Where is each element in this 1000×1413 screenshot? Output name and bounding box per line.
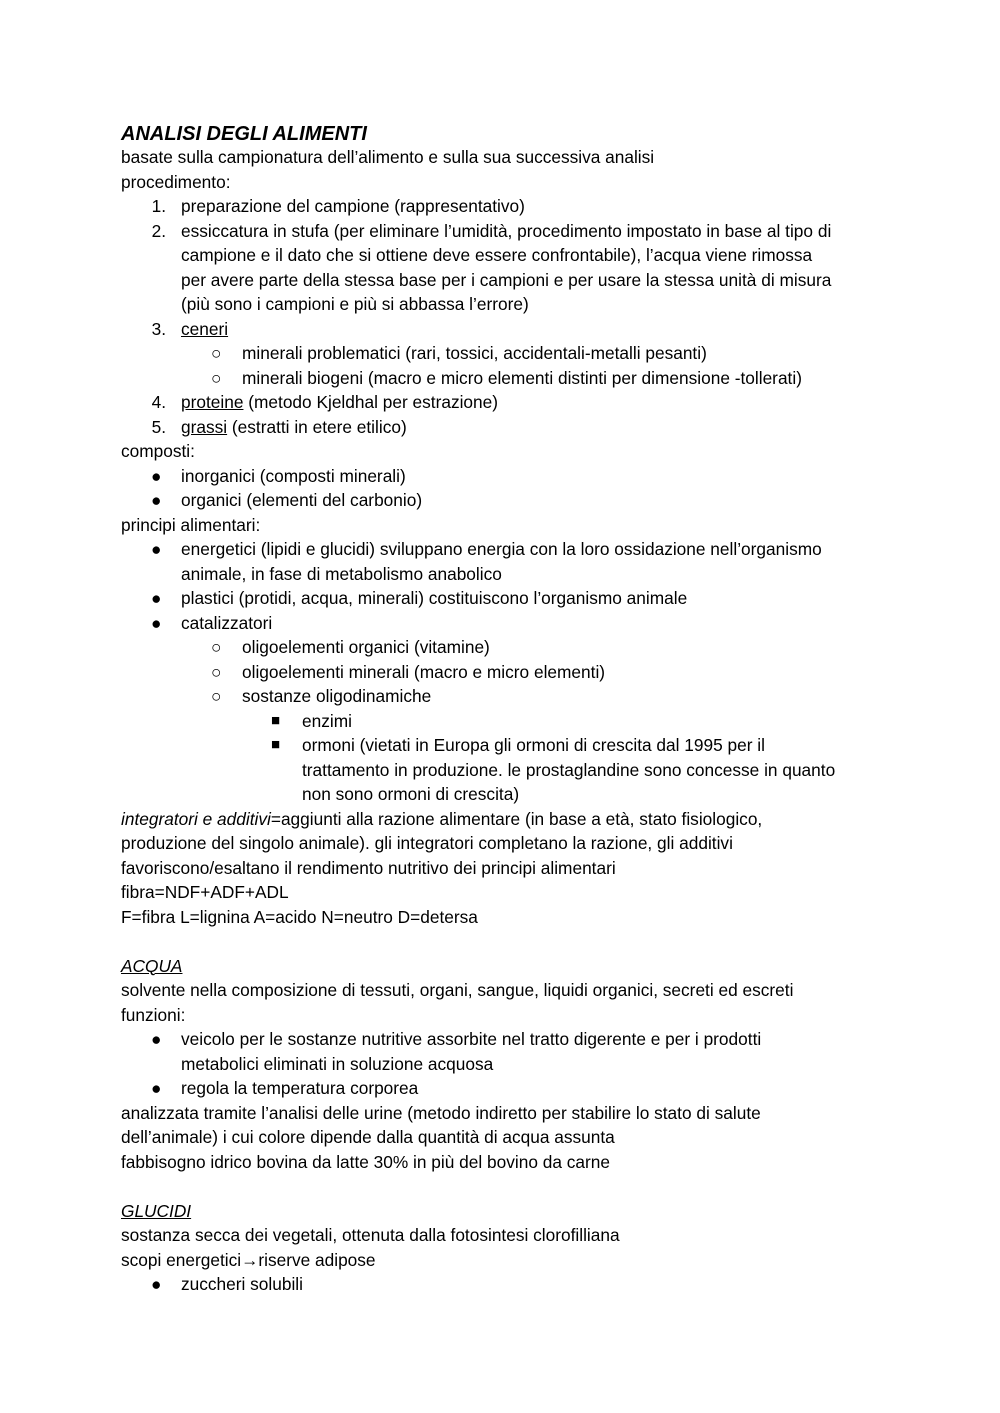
bullet-icon: ● (151, 539, 162, 559)
bullet-icon: ● (151, 1029, 162, 1049)
integrators-paragraph-line (121, 807, 901, 832)
sublist-item (121, 684, 901, 709)
sublist-item (121, 341, 901, 366)
circle-bullet-icon: ○ (211, 686, 222, 706)
list-item (121, 1272, 901, 1297)
document-title: ANALISI DEGLI ALIMENTI (121, 123, 367, 145)
list-text-line: metabolici eliminati in soluzione acquosa (181, 1053, 494, 1074)
section-heading-water: ACQUA (121, 955, 183, 976)
bullet-icon: ● (151, 465, 162, 486)
subsublist-text-line: trattamento in produzione. le prostaglandine sono concesse in quanto (302, 759, 836, 780)
procedure-step-5 (121, 415, 901, 440)
step-text-line: (più sono i campioni e più si abbassa l’errore) (181, 294, 529, 314)
water-text: solvente nella composizione di tessuti, organi, sangue, liquidi organici, secreti ed escreti (121, 980, 794, 1000)
step-term: ceneri (181, 318, 229, 339)
fiber-legend: F=fibra L=lignina A=acido N=neutro D=detersa (121, 906, 478, 927)
sublist-item (121, 660, 901, 685)
sublist-text: minerali problematici (rari, tossici, accidentali-metalli pesanti) (242, 343, 707, 363)
subsublist-item (121, 709, 901, 734)
list-item (121, 586, 901, 611)
fiber-formula: fibra=NDF+ADF+ADL (121, 882, 289, 902)
list-text-line: animale, in fase di metabolismo anabolico (181, 563, 502, 584)
glucids-text: sostanza secca dei vegetali, ottenuta dalla fotosintesi clorofilliana (121, 1225, 620, 1245)
intro-text: basate sulla campionatura dell’alimento e sulla sua successiva analisi (121, 147, 655, 167)
circle-bullet-icon: ○ (211, 343, 222, 363)
step-text-line: essiccatura in stufa (per eliminare l’umidità, procedimento impostato in base al tipo di (181, 220, 832, 241)
list-item (121, 464, 901, 489)
bullet-icon: ● (151, 588, 162, 608)
subsublist-text-line: non sono ormoni di crescita) (302, 784, 520, 804)
step-text-line: per avere parte della stessa base per i campioni e per usare la stessa unità di misura (181, 269, 832, 290)
integrators-paragraph-line: produzione del singolo animale). gli integratori completano la razione, gli additivi (121, 833, 733, 853)
sublist-text: oligoelementi organici (vitamine) (242, 637, 490, 657)
list-number: 4. (151, 392, 166, 412)
step-text: (metodo Kjeldhal per estrazione) (243, 392, 499, 412)
list-text-line: veicolo per le sostanze nutritive assorbite nel tratto digerente e per i prodotti (181, 1029, 762, 1049)
integrators-term: integratori e additivi (121, 808, 271, 829)
procedure-step-4 (121, 390, 901, 415)
section-heading-glucids: GLUCIDI (121, 1200, 192, 1221)
square-bullet-icon: ■ (271, 736, 281, 753)
bullet-icon: ● (151, 1274, 162, 1294)
document-page (121, 120, 901, 1297)
circle-bullet-icon: ○ (211, 637, 222, 657)
procedure-step-2 (121, 219, 901, 317)
glucids-text: scopi energetici→riserve adipose (121, 1249, 376, 1270)
functions-label: funzioni: (121, 1004, 186, 1025)
list-text: zuccheri solubili (181, 1274, 303, 1294)
spacer (121, 929, 901, 954)
list-item (121, 488, 901, 513)
list-text-line: energetici (lipidi e glucidi) sviluppano energia con la loro ossidazione nell’organismo (181, 539, 822, 559)
list-number: 3. (151, 318, 166, 339)
list-item (121, 611, 901, 636)
compounds-label: composti: (121, 441, 195, 461)
sublist-text: minerali biogeni (macro e micro elementi distinti per dimensione -tollerati) (242, 367, 802, 388)
sublist-item (121, 635, 901, 660)
list-number: 5. (151, 416, 166, 437)
water-analysis-text: dell’animale) i cui colore dipende dalla quantità di acqua assunta (121, 1127, 615, 1147)
bullet-icon: ● (151, 1078, 162, 1098)
step-term: grassi (181, 416, 228, 437)
list-text: inorganici (composti minerali) (181, 465, 406, 486)
circle-bullet-icon: ○ (211, 367, 222, 388)
spacer (121, 1174, 901, 1199)
principles-label: principi alimentari: (121, 514, 261, 535)
water-requirement-text: fabbisogno idrico bovina da latte 30% in più del bovino da carne (121, 1151, 611, 1172)
list-number: 2. (151, 220, 166, 241)
list-number: 1. (151, 196, 166, 216)
integrators-text: =aggiunti alla razione alimentare (in base a età, stato fisiologico, (270, 808, 763, 829)
step-text-line: campione e il dato che si ottiene deve essere confrontabile), l’acqua viene rimossa (181, 245, 813, 265)
bullet-icon: ● (151, 490, 162, 510)
procedure-step-3 (121, 317, 901, 342)
list-text: plastici (protidi, acqua, minerali) costituiscono l’organismo animale (181, 588, 688, 608)
list-item (121, 537, 901, 586)
list-text: organici (elementi del carbonio) (181, 490, 423, 510)
step-text: preparazione del campione (rappresentativo) (181, 196, 525, 216)
step-text: (estratti in etere etilico) (227, 416, 407, 437)
subsublist-text: enzimi (302, 710, 352, 731)
list-item (121, 1027, 901, 1076)
procedure-step-1 (121, 194, 901, 219)
circle-bullet-icon: ○ (211, 661, 222, 682)
list-item (121, 1076, 901, 1101)
step-term: proteine (181, 392, 244, 412)
square-bullet-icon: ■ (271, 711, 281, 729)
sublist-text: sostanze oligodinamiche (242, 686, 432, 706)
subsublist-text-line: ormoni (vietati in Europa gli ormoni di crescita dal 1995 per il (302, 735, 765, 755)
integrators-paragraph-line: favoriscono/esaltano il rendimento nutritivo dei principi alimentari (121, 857, 616, 878)
subsublist-item (121, 733, 901, 807)
bullet-icon: ● (151, 612, 162, 633)
procedure-label: procedimento: (121, 171, 231, 192)
sublist-item (121, 366, 901, 391)
list-text: regola la temperatura corporea (181, 1078, 419, 1098)
water-analysis-text: analizzata tramite l’analisi delle urine (metodo indiretto per stabilire lo stato di salute (121, 1102, 761, 1123)
sublist-text: oligoelementi minerali (macro e micro elementi) (242, 661, 606, 682)
list-text: catalizzatori (181, 612, 273, 633)
